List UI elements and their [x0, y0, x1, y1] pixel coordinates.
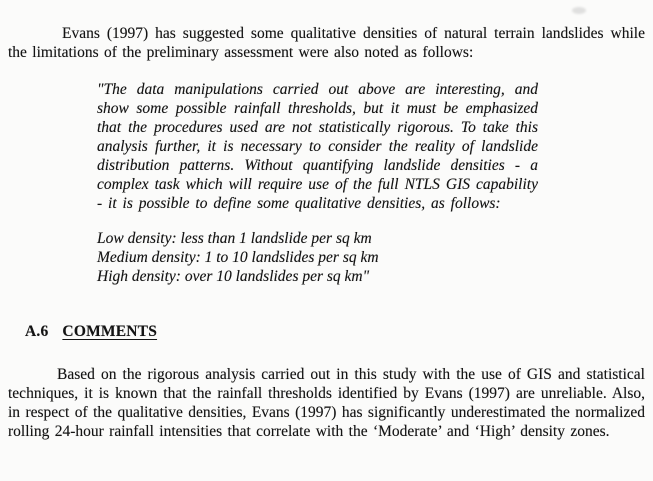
scan-artifact: [572, 7, 586, 14]
section-heading: [25, 322, 645, 341]
intro-paragraph: Evans (1997) has suggested some qualitative densities of natural terrain landslides while the limitations of the preliminary assessment were also noted as follows:: [8, 25, 645, 61]
comments-paragraph: Based on the rigorous analysis carried out in this study with the use of GIS and statistical techniques, it is known that the rainfall thresholds identified by Evans (1997) are unreliable. Also, in respect of the qualitative densities, Evans (1997) has significantly underestimated the normalized rolling 24-hour rainfall intensities that correlate with the ‘Moderate’ and ‘High’ density zones.: [8, 366, 645, 440]
density-line-high: High density: over 10 landslides per sq km": [97, 268, 370, 285]
density-list: [97, 229, 538, 286]
section-title: COMMENTS: [62, 323, 158, 340]
quote-paragraph: "The data manipulations carried out above are interesting, and show some possible rainfall thresholds, but it must be emphasized that the procedures used are not statistically rigorous. To take this analysis further, it is necessary to consider the reality of landslide distribution patterns. Without quantifying landslide densities - a complex task which will require use of the full NTLS GIS capability - it is possible to define some qualitative densities, as follows:: [97, 81, 538, 212]
quote-block: [97, 80, 538, 286]
density-line-low: Low density: less than 1 landslide per sq km: [97, 230, 372, 247]
section-number: A.6: [25, 323, 49, 340]
density-line-medium: Medium density: 1 to 10 landslides per sq km: [97, 249, 379, 266]
